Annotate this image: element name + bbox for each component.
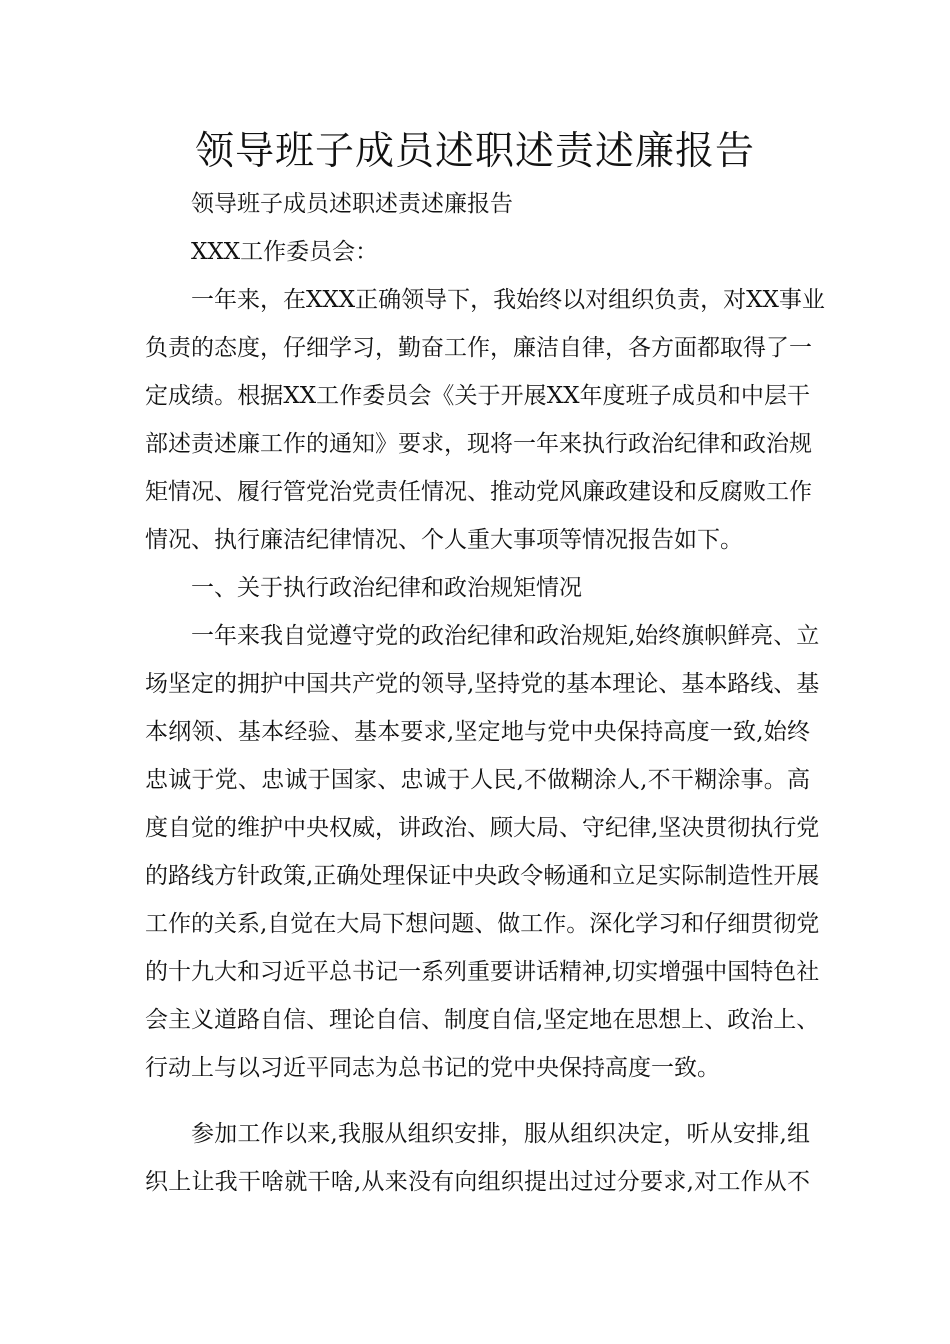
document-body xyxy=(145,180,825,1206)
text-line: 织上让我干啥就干啥,从来没有向组织提出过过分要求,对工作从不 xyxy=(145,1169,810,1195)
text-line: 的十九大和习近平总书记一系列重要讲话精神,切实增强中国特色社 xyxy=(145,959,820,985)
text-line: 忠诚于党、忠诚于国家、忠诚于人民,不做糊涂人,不干糊涂事。高 xyxy=(145,767,810,793)
text-line: 情况、执行廉洁纪律情况、个人重大事项等情况报告如下。 xyxy=(145,527,743,553)
text-line: 会主义道路自信、理论自信、制度自信,坚定地在思想上、政治上、 xyxy=(145,1007,820,1033)
text-line: 本纲领、基本经验、基本要求,坚定地与党中央保持高度一致,始终 xyxy=(145,719,810,745)
text-line: 一年来我自觉遵守党的政治纪律和政治规矩,始终旗帜鲜亮、立 xyxy=(191,623,820,649)
paragraph xyxy=(145,1110,810,1206)
document-subtitle: 领导班子成员述职述责述廉报告 xyxy=(191,191,513,217)
text-line: 一、关于执行政治纪律和政治规矩情况 xyxy=(191,575,582,601)
paragraph-gap xyxy=(145,1092,810,1110)
text-line: 度自觉的维护中央权威，讲政治、顾大局、守纪律,坚决贯彻执行党 xyxy=(145,815,820,841)
text-line: 部述责述廉工作的通知》要求，现将一年来执行政治纪律和政治规 xyxy=(145,431,812,457)
text-line: 矩情况、履行管党治党责任情况、推动党风廉政建设和反腐败工作 xyxy=(145,479,812,505)
text-line: 的路线方针政策,正确处理保证中央政令畅通和立足实际制造性开展 xyxy=(145,863,820,889)
paragraph xyxy=(145,276,825,564)
text-line: 参加工作以来,我服从组织安排，服从组织决定，听从安排,组 xyxy=(191,1121,810,1147)
page-title: 领导班子成员述职述责述廉报告 xyxy=(194,129,755,174)
paragraph xyxy=(145,612,820,1092)
text-line: 行动上与以习近平同志为总书记的党中央保持高度一致。 xyxy=(145,1055,720,1081)
section-heading xyxy=(145,564,810,612)
text-line: 负责的态度，仔细学习，勤奋工作，廉洁自律，各方面都取得了一 xyxy=(145,335,812,361)
text-line: 工作的关系,自觉在大局下想问题、做工作。深化学习和仔细贯彻党 xyxy=(145,911,820,937)
salutation: XXX工作委员会： xyxy=(191,239,379,265)
text-line: 一年来，在XXX正确领导下，我始终以对组织负责，对XX事业 xyxy=(191,287,825,313)
text-line: 定成绩。根据XX工作委员会《关于开展XX年度班子成员和中层干 xyxy=(145,383,810,409)
text-line: 场坚定的拥护中国共产党的领导,坚持党的基本理论、基本路线、基 xyxy=(145,671,820,697)
